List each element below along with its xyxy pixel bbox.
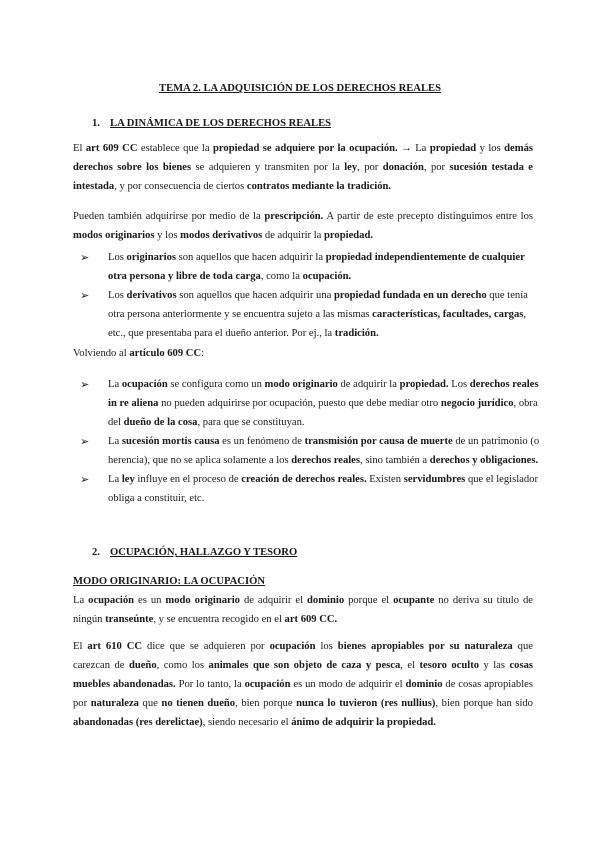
bold-text-run: ocupación. <box>302 271 352 282</box>
bold-text-run: abandonadas (res derelictae) <box>73 716 203 728</box>
text-run: que el legislador obliga a constituir, etc. <box>108 474 538 504</box>
bold-text-run: dueño <box>128 659 157 671</box>
text-run: : <box>201 347 205 359</box>
bold-text-run: art 609 CC. <box>284 613 338 625</box>
text-run: porque el <box>344 594 394 606</box>
paragraph-art-609 <box>73 139 533 196</box>
text-run: de adquirir el <box>239 594 308 606</box>
bold-text-run: ocupación <box>269 640 316 652</box>
text-run: A partir de este precepto distinguimos entre los <box>323 210 533 222</box>
text-run: , como la <box>260 271 303 282</box>
bold-text-run: modo originario <box>165 594 240 606</box>
text-run: son aquellos que hacen adquirir la <box>175 252 326 263</box>
bold-text-run: propiedad fundada en un derecho <box>333 290 487 301</box>
arrowhead-bullet-icon: ➢ <box>80 289 90 302</box>
bold-text-run: ocupación <box>88 594 135 606</box>
section-heading-2 <box>92 547 297 558</box>
text-run: se configura como un <box>167 379 265 390</box>
bold-text-run: características, facultades, cargas <box>372 309 524 320</box>
paragraph-volviendo <box>73 344 533 363</box>
section-number: 2. <box>92 547 100 558</box>
bold-text-run: artículo 609 CC <box>129 347 202 359</box>
text-run: no deriva su título de ningún <box>73 594 533 625</box>
text-run: , bien porque han sido <box>435 697 533 709</box>
bold-text-run: ley <box>121 474 135 485</box>
text-run: es un <box>134 594 166 606</box>
bold-text-run: bienes apropiables por su naturaleza <box>337 640 513 652</box>
bold-text-run: propiedad independientemente de cualquier otra persona y libre de toda carga <box>108 252 525 282</box>
bold-text-run: negocio jurídico <box>440 398 514 409</box>
text-run: , obra del <box>108 398 538 428</box>
bold-text-run: sucesión mortis causa <box>121 436 220 447</box>
bold-text-run: demás derechos sobre los bienes <box>73 142 533 173</box>
paragraph-ocupacion <box>73 591 533 629</box>
text-run: , como los <box>156 659 209 671</box>
text-run: es un modo de adquirir el <box>290 678 406 690</box>
bold-text-run: no tienen dueño <box>161 697 236 709</box>
paragraph-art-610 <box>73 637 533 732</box>
text-run: Volviendo al <box>73 347 130 359</box>
text-run: se adquieren y transmiten por la <box>191 161 345 173</box>
list-item <box>80 470 540 508</box>
text-run: establece que la <box>137 142 214 154</box>
section-heading-1 <box>92 118 331 129</box>
bold-text-run: originarios <box>126 252 176 263</box>
text-run: y los <box>476 142 505 154</box>
bold-text-run: naturaleza <box>90 697 139 709</box>
bold-text-run: propiedad. <box>324 229 373 241</box>
text-run: los <box>315 640 338 652</box>
bold-text-run: dominio <box>307 594 345 606</box>
text-run: de un patrimonio (o herencia), que no se aplica solamente a los <box>108 436 540 466</box>
bold-text-run: tesoro oculto <box>419 659 480 671</box>
bold-text-run: contratos mediante la tradición. <box>246 180 392 192</box>
bold-text-run: servidumbres <box>403 474 466 485</box>
text-run: Existen <box>366 474 404 485</box>
bold-text-run: dominio <box>405 678 443 690</box>
text-run: no pueden adquirirse por ocupación, puesto que debe mediar otro <box>158 398 441 409</box>
bold-text-run: cosas muebles abandonadas. <box>73 659 533 690</box>
bold-text-run: modos originarios <box>73 229 155 241</box>
bold-text-run: ocupación <box>121 379 168 390</box>
text-run: y las <box>479 659 510 671</box>
bold-text-run: prescripción. <box>264 210 324 222</box>
text-run: , y se encuentra recogido en el <box>153 613 285 625</box>
bold-text-run: transeúnte <box>105 613 154 625</box>
bold-text-run: propiedad. <box>399 379 449 390</box>
list-item <box>80 248 540 286</box>
list-item <box>80 432 540 470</box>
bold-text-run: derechos reales <box>291 455 361 466</box>
text-run: La <box>73 594 89 606</box>
arrowhead-bullet-icon: ➢ <box>80 378 90 391</box>
section-title: LA DINÁMICA DE LOS DERECHOS REALES <box>110 118 332 129</box>
list-item <box>80 286 540 343</box>
bold-text-run: modos derivativos <box>180 229 263 241</box>
text-run: y los <box>154 229 181 241</box>
text-run: Los <box>448 379 470 390</box>
text-run: dice que se adquieren por <box>142 640 270 652</box>
text-run: La <box>108 379 122 390</box>
bold-text-run: donación <box>382 161 424 173</box>
bold-text-run: propiedad se adquiere por la ocupación. <box>213 142 398 154</box>
text-run: , por <box>423 161 450 173</box>
text-run: de adquirir la <box>337 379 400 390</box>
section-title: OCUPACIÓN, HALLAZGO Y TESORO <box>110 547 298 558</box>
list-item <box>80 375 540 432</box>
text-run: El <box>73 142 86 154</box>
arrowhead-bullet-icon: ➢ <box>80 251 90 264</box>
subheading-ocupacion: MODO ORIGINARIO: LA OCUPACIÓN <box>73 576 265 587</box>
bold-text-run: transmisión por causa de muerte <box>304 436 453 447</box>
arrowhead-bullet-icon: ➢ <box>80 473 90 486</box>
text-run: de cosas apropiables por <box>73 678 533 709</box>
bold-text-run: modo originario <box>264 379 338 390</box>
text-run: que carezcan de <box>73 640 533 671</box>
document-title: TEMA 2. LA ADQUISICIÓN DE LOS DERECHOS REALES <box>159 83 441 94</box>
bold-text-run: sucesión testada e intestada <box>73 161 533 192</box>
bold-text-run: derivativos <box>126 290 177 301</box>
text-run: Por lo tanto, la <box>175 678 245 690</box>
bold-text-run: ánimo de adquirir la propiedad. <box>291 716 436 728</box>
text-run: influye en el proceso de <box>134 474 242 485</box>
bold-text-run: ley <box>344 161 358 173</box>
text-run: → La <box>397 142 430 154</box>
bullet-list-articulo-609 <box>80 375 540 508</box>
text-run: , etc., que presentaba para el dueño anterior. Por ej., la <box>108 309 527 339</box>
bold-text-run: nunca lo tuvieron (res nullius) <box>296 697 436 709</box>
text-run: , el <box>400 659 420 671</box>
bullet-list-modos <box>80 248 540 343</box>
text-run: Los <box>108 252 127 263</box>
arrowhead-bullet-icon: ➢ <box>80 435 90 448</box>
text-run: , por <box>357 161 383 173</box>
text-run: , bien porque <box>235 697 297 709</box>
bold-text-run: creación de derechos reales. <box>241 474 367 485</box>
bold-text-run: tradición. <box>334 328 379 339</box>
text-run: La <box>108 474 122 485</box>
text-run: , siendo necesario el <box>202 716 292 728</box>
text-run: El <box>73 640 88 652</box>
bold-text-run: art 610 CC <box>87 640 143 652</box>
text-run: , sino también a <box>360 455 430 466</box>
bold-text-run: ocupante <box>393 594 435 606</box>
text-run: Pueden también adquirirse por medio de la <box>73 210 265 222</box>
section-number: 1. <box>92 118 100 129</box>
text-run: Los <box>108 290 127 301</box>
text-run: que <box>138 697 162 709</box>
bold-text-run: propiedad <box>429 142 477 154</box>
text-run: es un fenómeno de <box>219 436 305 447</box>
bold-text-run: ocupación <box>244 678 291 690</box>
bold-text-run: derechos y obligaciones. <box>429 455 539 466</box>
text-run: que tenía otra persona anteriormente y se encuentra sujeto a las mismas <box>108 290 528 320</box>
text-run: , para que se constituyan. <box>197 417 305 428</box>
bold-text-run: art 609 CC <box>85 142 138 154</box>
bold-text-run: derechos reales in re aliena <box>108 379 539 409</box>
text-run: La <box>108 436 122 447</box>
text-run: son aquellos que hacen adquirir una <box>176 290 334 301</box>
paragraph-prescripcion <box>73 207 533 245</box>
text-run: , y por consecuencia de ciertos <box>114 180 247 192</box>
text-run: de adquirir la <box>262 229 325 241</box>
bold-text-run: dueño de la cosa <box>123 417 198 428</box>
bold-text-run: animales que son objeto de caza y pesca <box>208 659 401 671</box>
